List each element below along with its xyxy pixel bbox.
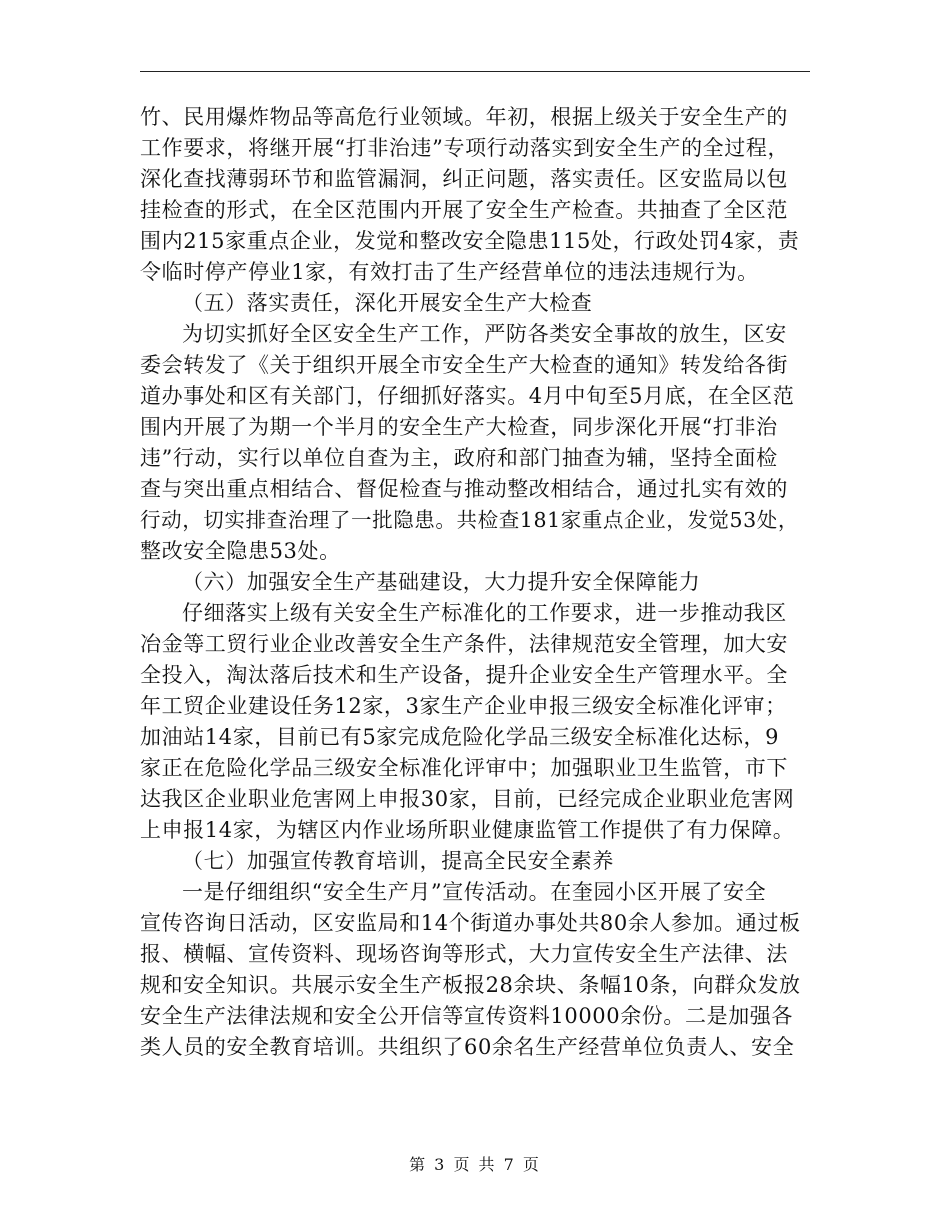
text-line: （七）加强宣传教育培训，提高全民安全素养 [182, 849, 614, 873]
text-line: 整改安全隐患53处。 [140, 539, 341, 563]
text-line: 上申报14家，为辖区内作业场所职业健康监管工作提供了有力保障。 [140, 818, 795, 842]
text-line: 委会转发了《关于组织开展全市安全生产大检查的通知》转发给各街 [140, 353, 788, 377]
text-line: 道办事处和区有关部门，仔细抓好落实。4月中旬至5月底，在全区范 [140, 384, 795, 408]
text-line: 规和安全知识。共展示安全生产板报28余块、条幅10条，向群众发放 [140, 973, 801, 997]
text-line: 竹、民用爆炸物品等高危行业领域。年初，根据上级关于安全生产的 [140, 105, 788, 129]
text-line: 行动，切实排查治理了一批隐患。共检查181家重点企业，发觉53处， [140, 508, 800, 532]
text-line: 家正在危险化学品三级安全标准化评审中；加强职业卫生监管，市下 [140, 756, 788, 780]
text-line: 令临时停产停业1家，有效打击了生产经营单位的违法违规行为。 [140, 260, 759, 284]
text-line: 仔细落实上级有关安全生产标准化的工作要求，进一步推动我区 [182, 601, 787, 625]
text-line: （五）落实责任，深化开展安全生产大检查 [182, 291, 593, 315]
text-line: 一是仔细组织“安全生产月”宣传活动。在奎园小区开展了安全 [182, 880, 767, 904]
text-line: 围内215家重点企业，发觉和整改安全隐患115处，行政处罚4家，责 [140, 229, 800, 253]
text-line: （六）加强安全生产基础建设，大力提升安全保障能力 [182, 570, 701, 594]
document-body [140, 102, 810, 1063]
text-line: 报、横幅、宣传资料、现场咨询等形式，大力宣传安全生产法律、法 [140, 942, 788, 966]
text-line: 查与突出重点相结合、督促检查与推动整改相结合，通过扎实有效的 [140, 477, 788, 501]
text-line: 全投入，淘汰落后技术和生产设备，提升企业安全生产管理水平。全 [140, 663, 788, 687]
text-line: 加油站14家，目前已有5家完成危险化学品三级安全标准化达标，9 [140, 725, 780, 749]
header-rule [140, 71, 810, 72]
text-line: 年工贸企业建设任务12家，3家生产企业申报三级安全标准化评审； [140, 694, 787, 718]
text-line: 挂检查的形式，在全区范围内开展了安全生产检查。共抽查了全区范 [140, 198, 788, 222]
text-line: 工作要求，将继开展“打非治违”专项行动落实到安全生产的全过程， [140, 136, 790, 160]
page-number-footer: 第 3 页 共 7 页 [409, 1155, 541, 1174]
text-line: 安全生产法律法规和安全公开信等宣传资料10000余份。二是加强各 [140, 1004, 794, 1028]
text-line: 宣传咨询日活动，区安监局和14个街道办事处共80余人参加。通过板 [140, 911, 801, 935]
text-line: 冶金等工贸行业企业改善安全生产条件，法律规范安全管理，加大安 [140, 632, 788, 656]
text-line: 类人员的安全教育培训。共组织了60余名生产经营单位负责人、安全 [140, 1035, 795, 1059]
text-line: 围内开展了为期一个半月的安全生产大检查，同步深化开展“打非治 [140, 415, 778, 439]
text-line: 为切实抓好全区安全生产工作，严防各类安全事故的放生，区安 [182, 322, 787, 346]
text-line: 达我区企业职业危害网上申报30家，目前，已经完成企业职业危害网 [140, 787, 795, 811]
text-line: 违”行动，实行以单位自查为主，政府和部门抽查为辅，坚持全面检 [140, 446, 778, 470]
text-line: 深化查找薄弱环节和监管漏洞，纠正问题，落实责任。区安监局以包 [140, 167, 788, 191]
